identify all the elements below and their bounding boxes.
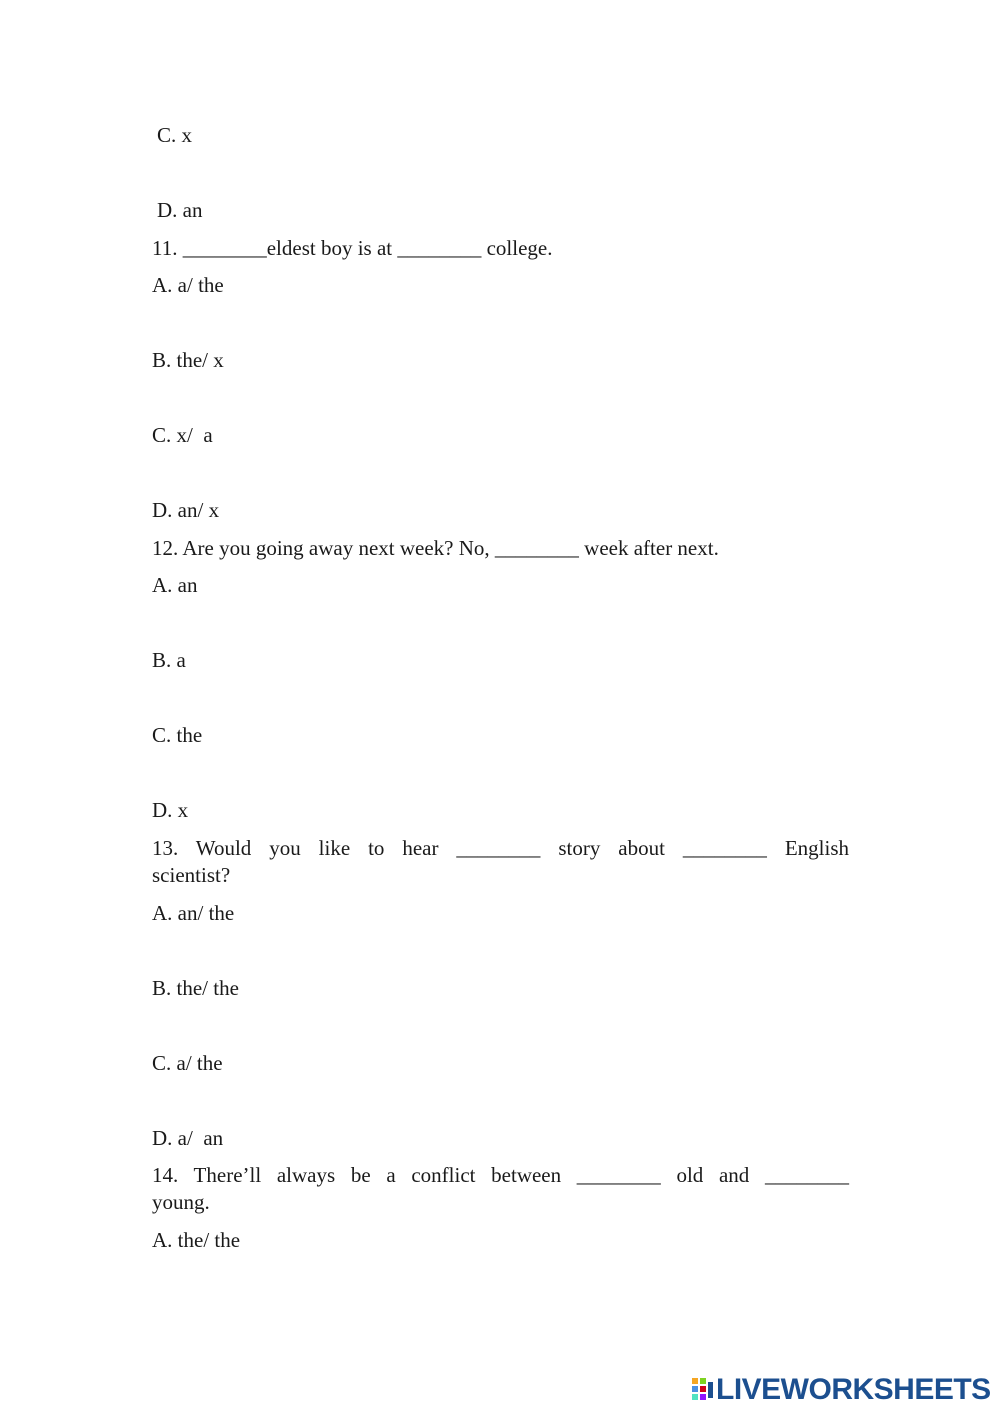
q13-option-c: C. a/ the	[152, 1051, 223, 1075]
q11-question: 11. ________eldest boy is at ________ college.	[152, 236, 553, 260]
liveworksheets-wordmark: LIVEWORKSHEETS	[716, 1373, 991, 1406]
q12-question: 12. Are you going away next week? No, ________ week after next.	[152, 536, 719, 560]
q14-question-line2: young.	[152, 1190, 210, 1214]
q10-option-c: C. x	[157, 123, 193, 147]
q11-option-d: D. an/ x	[152, 498, 220, 522]
q11-option-a: A. a/ the	[152, 273, 224, 297]
q10-option-d: D. an	[157, 198, 203, 222]
q11-option-b: B. the/ x	[152, 348, 224, 372]
q13-question-line1: 13. Would you like to hear ________ story about ________ English	[152, 836, 849, 860]
q13-option-b: B. the/ the	[152, 976, 239, 1000]
q12-option-a: A. an	[152, 573, 198, 597]
q12-option-b: B. a	[152, 648, 186, 672]
q13-option-d: D. a/ an	[152, 1126, 224, 1150]
q13-option-a: A. an/ the	[152, 901, 235, 925]
q14-question-line1: 14. There’ll always be a conflict between ________ old and ________	[152, 1163, 849, 1187]
q12-option-c: C. the	[152, 723, 203, 747]
q11-option-c: C. x/ a	[152, 423, 213, 447]
liveworksheets-icon	[692, 1378, 714, 1402]
q13-question-line2: scientist?	[152, 863, 231, 887]
liveworksheets-logo	[692, 1375, 991, 1405]
q14-option-a: A. the/ the	[152, 1228, 241, 1252]
q12-option-d: D. x	[152, 798, 189, 822]
